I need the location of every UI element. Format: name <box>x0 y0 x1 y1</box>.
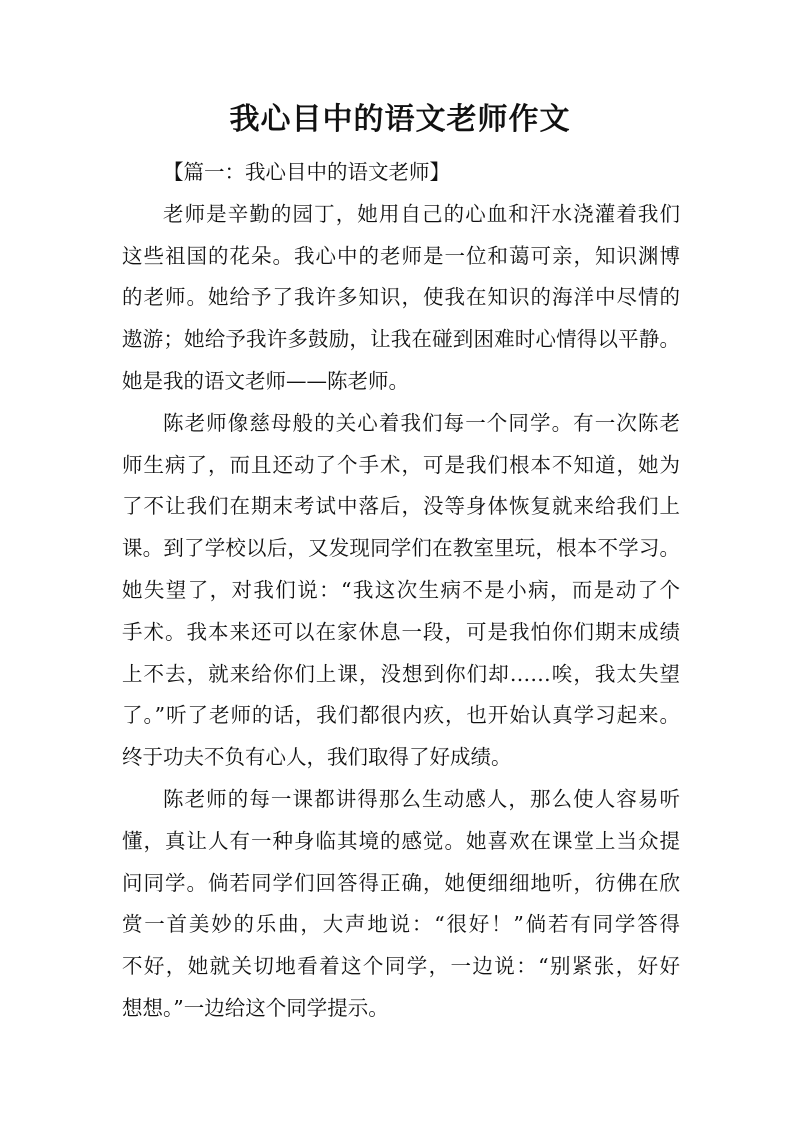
paragraph-3 <box>122 779 680 1030</box>
paragraph-line: 老师是辛勤的园丁，她用自己的心血和汗水浇灌着我们 <box>163 201 680 226</box>
paragraph-line: 了不让我们在期末考试中落后，没等身体恢复就来给我们上 <box>122 494 680 519</box>
paragraph-line: 终于功夫不负有心人，我们取得了好成绩。 <box>122 745 512 770</box>
paragraph-line: 师生病了，而且还动了个手术，可是我们根本不知道，她为 <box>122 452 680 477</box>
section-heading: 【篇一：我心目中的语文老师】 <box>163 160 450 184</box>
paragraph-line: 不好，她就关切地看着这个同学，一边说：“别紧张，好好 <box>122 954 680 979</box>
paragraph-line: 了。”听了老师的话，我们都很内疚，也开始认真学习起来。 <box>122 703 680 728</box>
document-title: 我心目中的语文老师作文 <box>229 102 571 137</box>
paragraph-2 <box>122 403 680 779</box>
paragraph-line: 懂，真让人有一种身临其境的感觉。她喜欢在课堂上当众提 <box>122 828 680 853</box>
paragraph-line: 陈老师的每一课都讲得那么生动感人，那么使人容易听 <box>163 786 680 811</box>
document-body <box>122 152 680 1030</box>
paragraph-line: 陈老师像慈母般的关心着我们每一个同学。有一次陈老 <box>163 410 680 435</box>
paragraph-line: 赏一首美妙的乐曲，大声地说：“很好！”倘若有同学答得 <box>122 912 680 937</box>
paragraph-line: 手术。我本来还可以在家休息一段，可是我怕你们期末成绩 <box>122 619 680 644</box>
paragraph-1 <box>122 194 680 403</box>
paragraph-line: 问同学。倘若同学们回答得正确，她便细细地听，彷佛在欣 <box>122 870 680 895</box>
paragraph-line: 她失望了，对我们说：“我这次生病不是小病，而是动了个 <box>122 577 680 602</box>
paragraph-line: 的老师。她给予了我许多知识，使我在知识的海洋中尽情的 <box>122 285 680 310</box>
paragraph-line: 这些祖国的花朵。我心中的老师是一位和蔼可亲，知识渊博 <box>122 243 680 268</box>
paragraph-line: 上不去，就来给你们上课，没想到你们却……唉，我太失望 <box>122 661 680 686</box>
paragraph-line: 课。到了学校以后，又发现同学们在教室里玩，根本不学习。 <box>122 536 680 561</box>
paragraph-line: 遨游；她给予我许多鼓励，让我在碰到困难时心情得以平静。 <box>122 327 680 352</box>
paragraph-line: 她是我的语文老师——陈老师。 <box>122 368 409 393</box>
paragraph-line: 想想。”一边给这个同学提示。 <box>122 995 389 1020</box>
